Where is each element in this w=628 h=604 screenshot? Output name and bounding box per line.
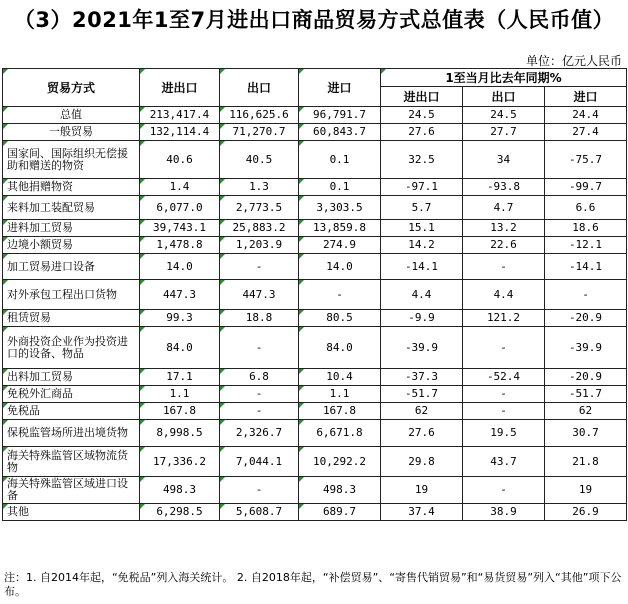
table-row xyxy=(3,107,627,124)
table-row xyxy=(3,386,627,403)
cell-yoy-trade: -9.9 xyxy=(381,310,463,327)
cell-yoy-import: -99.7 xyxy=(545,179,627,196)
cell-yoy-trade: 4.4 xyxy=(381,280,463,310)
cell-yoy-import: 6.6 xyxy=(545,196,627,220)
trade-table xyxy=(2,68,627,521)
cell-yoy-import: 19 xyxy=(545,477,627,504)
cell-yoy-import: 24.4 xyxy=(545,107,627,124)
cell-trade: 6,077.0 xyxy=(140,196,220,220)
cell-import: 80.5 xyxy=(299,310,381,327)
row-label: 国家间、国际组织无偿援助和赠送的物资 xyxy=(3,141,140,179)
cell-yoy-export: - xyxy=(463,327,545,369)
cell-yoy-trade: -51.7 xyxy=(381,386,463,403)
cell-export: - xyxy=(220,477,299,504)
cell-yoy-trade: 15.1 xyxy=(381,220,463,237)
header-yoy-trade: 进出口 xyxy=(381,87,463,107)
table-row xyxy=(3,477,627,504)
cell-import: 84.0 xyxy=(299,327,381,369)
cell-yoy-trade: 24.5 xyxy=(381,107,463,124)
row-label: 租赁贸易 xyxy=(3,310,140,327)
header-yoy-export: 出口 xyxy=(463,87,545,107)
row-label: 外商投资企业作为投资进口的设备、物品 xyxy=(3,327,140,369)
cell-yoy-import: 21.8 xyxy=(545,447,627,477)
table-row xyxy=(3,124,627,141)
cell-yoy-trade: 5.7 xyxy=(381,196,463,220)
cell-yoy-export: 13.2 xyxy=(463,220,545,237)
cell-yoy-trade: -97.1 xyxy=(381,179,463,196)
cell-trade: 40.6 xyxy=(140,141,220,179)
row-label: 进料加工贸易 xyxy=(3,220,140,237)
cell-export: 7,044.1 xyxy=(220,447,299,477)
cell-export: 2,773.5 xyxy=(220,196,299,220)
cell-trade: 132,114.4 xyxy=(140,124,220,141)
table-row xyxy=(3,179,627,196)
row-label: 保税监管场所进出境货物 xyxy=(3,420,140,447)
cell-trade: 8,998.5 xyxy=(140,420,220,447)
cell-import: 3,303.5 xyxy=(299,196,381,220)
cell-yoy-export: 24.5 xyxy=(463,107,545,124)
unit-label: 单位：亿元人民币 xyxy=(525,54,622,68)
cell-export: 40.5 xyxy=(220,141,299,179)
header-import: 进口 xyxy=(299,69,381,107)
cell-trade: 17,336.2 xyxy=(140,447,220,477)
header-row-1 xyxy=(3,69,627,87)
cell-trade: 1.1 xyxy=(140,386,220,403)
row-label: 来料加工装配贸易 xyxy=(3,196,140,220)
cell-import: 6,671.8 xyxy=(299,420,381,447)
header-mode: 贸易方式 xyxy=(3,69,140,107)
cell-yoy-import: -39.9 xyxy=(545,327,627,369)
cell-yoy-export: 34 xyxy=(463,141,545,179)
cell-yoy-trade: 37.4 xyxy=(381,504,463,521)
cell-yoy-export: 38.9 xyxy=(463,504,545,521)
row-label: 加工贸易进口设备 xyxy=(3,254,140,280)
cell-yoy-export: 22.6 xyxy=(463,237,545,254)
cell-import: 96,791.7 xyxy=(299,107,381,124)
cell-trade: 1.4 xyxy=(140,179,220,196)
table-row xyxy=(3,280,627,310)
cell-yoy-trade: 19 xyxy=(381,477,463,504)
cell-export: 447.3 xyxy=(220,280,299,310)
cell-export: 1,203.9 xyxy=(220,237,299,254)
cell-import: 1.1 xyxy=(299,386,381,403)
row-label: 出料加工贸易 xyxy=(3,369,140,386)
cell-trade: 14.0 xyxy=(140,254,220,280)
header-trade: 进出口 xyxy=(140,69,220,107)
cell-import: 10.4 xyxy=(299,369,381,386)
row-label: 海关特殊监管区域物流货物 xyxy=(3,447,140,477)
cell-export: 1.3 xyxy=(220,179,299,196)
cell-yoy-export: - xyxy=(463,403,545,420)
cell-import: 10,292.2 xyxy=(299,447,381,477)
cell-trade: 17.1 xyxy=(140,369,220,386)
cell-trade: 447.3 xyxy=(140,280,220,310)
row-label: 总值 xyxy=(3,107,140,124)
table-row xyxy=(3,403,627,420)
cell-import: 0.1 xyxy=(299,141,381,179)
row-label: 一般贸易 xyxy=(3,124,140,141)
cell-export: 5,608.7 xyxy=(220,504,299,521)
cell-yoy-import: -51.7 xyxy=(545,386,627,403)
cell-import: 689.7 xyxy=(299,504,381,521)
header-yoy-group: 1至当月比去年同期% xyxy=(381,69,627,87)
page-title: （3）2021年1至7月进出口商品贸易方式总值表（人民币值） xyxy=(13,8,615,32)
cell-import: 274.9 xyxy=(299,237,381,254)
cell-yoy-trade: -14.1 xyxy=(381,254,463,280)
cell-export: 116,625.6 xyxy=(220,107,299,124)
cell-yoy-export: - xyxy=(463,477,545,504)
cell-yoy-trade: 27.6 xyxy=(381,420,463,447)
header-export: 出口 xyxy=(220,69,299,107)
cell-yoy-trade: -37.3 xyxy=(381,369,463,386)
cell-export: - xyxy=(220,254,299,280)
cell-trade: 39,743.1 xyxy=(140,220,220,237)
cell-yoy-import: -14.1 xyxy=(545,254,627,280)
cell-yoy-import: -12.1 xyxy=(545,237,627,254)
cell-trade: 167.8 xyxy=(140,403,220,420)
cell-import: - xyxy=(299,280,381,310)
cell-trade: 99.3 xyxy=(140,310,220,327)
table-row xyxy=(3,220,627,237)
table-row xyxy=(3,237,627,254)
row-label: 边境小额贸易 xyxy=(3,237,140,254)
row-label: 免税外汇商品 xyxy=(3,386,140,403)
cell-import: 167.8 xyxy=(299,403,381,420)
table-row xyxy=(3,141,627,179)
cell-import: 60,843.7 xyxy=(299,124,381,141)
cell-yoy-export: - xyxy=(463,386,545,403)
cell-import: 498.3 xyxy=(299,477,381,504)
cell-yoy-trade: 27.6 xyxy=(381,124,463,141)
cell-yoy-import: -20.9 xyxy=(545,310,627,327)
cell-yoy-trade: 32.5 xyxy=(381,141,463,179)
cell-yoy-export: 27.7 xyxy=(463,124,545,141)
cell-yoy-export: 121.2 xyxy=(463,310,545,327)
table-row xyxy=(3,196,627,220)
cell-yoy-trade: 14.2 xyxy=(381,237,463,254)
cell-yoy-import: 30.7 xyxy=(545,420,627,447)
cell-yoy-trade: 62 xyxy=(381,403,463,420)
table-row xyxy=(3,254,627,280)
table-row xyxy=(3,504,627,521)
cell-trade: 84.0 xyxy=(140,327,220,369)
cell-export: 71,270.7 xyxy=(220,124,299,141)
cell-yoy-trade: 29.8 xyxy=(381,447,463,477)
cell-yoy-import: 26.9 xyxy=(545,504,627,521)
cell-yoy-import: -20.9 xyxy=(545,369,627,386)
row-label: 对外承包工程出口货物 xyxy=(3,280,140,310)
table-row xyxy=(3,447,627,477)
table-body xyxy=(3,69,627,521)
cell-export: - xyxy=(220,327,299,369)
row-label: 免税品 xyxy=(3,403,140,420)
cell-import: 14.0 xyxy=(299,254,381,280)
cell-yoy-trade: -39.9 xyxy=(381,327,463,369)
cell-yoy-import: 27.4 xyxy=(545,124,627,141)
cell-export: 6.8 xyxy=(220,369,299,386)
row-label: 其他 xyxy=(3,504,140,521)
cell-export: - xyxy=(220,386,299,403)
cell-yoy-export: 4.4 xyxy=(463,280,545,310)
cell-trade: 213,417.4 xyxy=(140,107,220,124)
cell-export: 25,883.2 xyxy=(220,220,299,237)
cell-yoy-export: 43.7 xyxy=(463,447,545,477)
footnote: 注：1. 自2014年起，“免税品”列入海关统计。 2. 自2018年起，“补偿贸易”、“寄售代销贸易”和“易货贸易”列入“其他”项下公布。 xyxy=(4,571,622,598)
table-row xyxy=(3,327,627,369)
cell-import: 13,859.8 xyxy=(299,220,381,237)
row-label: 海关特殊监管区域进口设备 xyxy=(3,477,140,504)
table-row xyxy=(3,420,627,447)
cell-yoy-import: -75.7 xyxy=(545,141,627,179)
cell-yoy-import: - xyxy=(545,280,627,310)
cell-trade: 6,298.5 xyxy=(140,504,220,521)
cell-yoy-export: 4.7 xyxy=(463,196,545,220)
header-yoy-import: 进口 xyxy=(545,87,627,107)
cell-yoy-export: -93.8 xyxy=(463,179,545,196)
cell-import: 0.1 xyxy=(299,179,381,196)
cell-export: 2,326.7 xyxy=(220,420,299,447)
table-row xyxy=(3,310,627,327)
cell-export: 18.8 xyxy=(220,310,299,327)
cell-yoy-export: -52.4 xyxy=(463,369,545,386)
cell-yoy-export: 19.5 xyxy=(463,420,545,447)
cell-yoy-import: 62 xyxy=(545,403,627,420)
table-row xyxy=(3,369,627,386)
cell-trade: 1,478.8 xyxy=(140,237,220,254)
cell-trade: 498.3 xyxy=(140,477,220,504)
cell-export: - xyxy=(220,403,299,420)
cell-yoy-import: 18.6 xyxy=(545,220,627,237)
row-label: 其他捐赠物资 xyxy=(3,179,140,196)
cell-yoy-export: - xyxy=(463,254,545,280)
